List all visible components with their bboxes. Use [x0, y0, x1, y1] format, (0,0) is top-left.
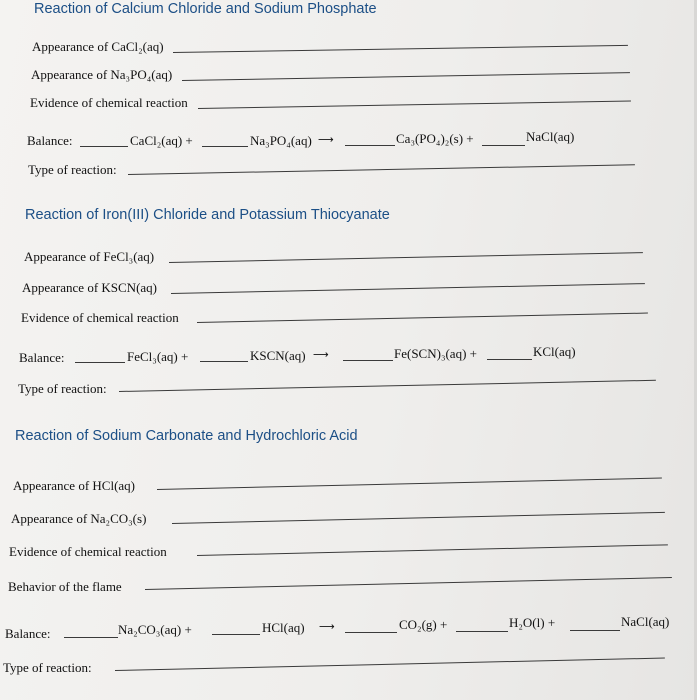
coefficient-blank-fescn3[interactable] — [343, 360, 393, 361]
balance-label-3: Balance: — [5, 626, 51, 641]
behavior-of-flame-line[interactable] — [145, 577, 672, 590]
coefficient-blank-nacl-1[interactable] — [482, 145, 525, 146]
section-title-calcium-chloride: Reaction of Calcium Chloride and Sodium Phosphate — [34, 1, 377, 17]
appearance-hcl-label: Appearance of HCl(aq) — [13, 478, 135, 493]
term-kscn: KSCN(aq) — [250, 348, 306, 363]
appearance-na2co3-label: Appearance of Na₂CO₃(s) — [11, 511, 147, 526]
balance-label-1: Balance: — [27, 133, 73, 148]
term-nacl-2: NaCl(aq) — [621, 614, 670, 629]
evidence-label-2: Evidence of chemical reaction — [21, 310, 179, 325]
coefficient-blank-hcl[interactable] — [212, 634, 260, 635]
term-co2: CO₂(g) + — [399, 617, 448, 632]
appearance-cacl2-label: Appearance of CaCl₂(aq) — [32, 39, 164, 54]
coefficient-blank-co2[interactable] — [345, 632, 397, 633]
coefficient-blank-kscn[interactable] — [200, 361, 248, 362]
type-of-reaction-line-2[interactable] — [119, 380, 656, 392]
coefficient-blank-na2co3[interactable] — [64, 637, 118, 638]
reaction-arrow-icon: ⟶ — [313, 348, 329, 361]
term-na3po4: Na₃PO₄(aq) — [250, 133, 312, 148]
term-na2co3: Na₂CO₃(aq) + — [118, 622, 192, 637]
coefficient-blank-h2o[interactable] — [456, 631, 508, 632]
appearance-fecl3-line[interactable] — [169, 252, 643, 263]
term-ca3po42: Ca₃(PO₄)₂(s) + — [396, 131, 474, 146]
section-title-sodium-carbonate: Reaction of Sodium Carbonate and Hydrochloric Acid — [15, 428, 358, 444]
reaction-arrow-icon: ⟶ — [319, 620, 335, 633]
reaction-arrow-icon: ⟶ — [318, 133, 334, 146]
appearance-fecl3-label: Appearance of FeCl₃(aq) — [24, 249, 155, 264]
appearance-kscn-label: Appearance of KSCN(aq) — [22, 280, 158, 295]
coefficient-blank-ca3po42[interactable] — [345, 145, 395, 146]
type-of-reaction-line-1[interactable] — [128, 164, 635, 175]
coefficient-blank-na3po4[interactable] — [202, 146, 248, 147]
balance-label-2: Balance: — [19, 350, 65, 365]
type-of-reaction-label-3: Type of reaction: — [3, 660, 92, 675]
evidence-line-3[interactable] — [197, 544, 668, 556]
appearance-kscn-line[interactable] — [171, 283, 645, 294]
evidence-line-2[interactable] — [197, 313, 648, 323]
coefficient-blank-cacl2[interactable] — [80, 146, 128, 147]
appearance-na3po4-line[interactable] — [182, 72, 630, 81]
coefficient-blank-fecl3[interactable] — [75, 362, 125, 363]
type-of-reaction-label-1: Type of reaction: — [28, 162, 117, 177]
appearance-na3po4-label: Appearance of Na₃PO₄(aq) — [31, 67, 173, 82]
term-cacl2: CaCl₂(aq) + — [130, 133, 193, 148]
coefficient-blank-kcl[interactable] — [487, 359, 532, 360]
evidence-label-3: Evidence of chemical reaction — [9, 544, 167, 559]
term-kcl: KCl(aq) — [533, 344, 576, 359]
behavior-of-flame-label: Behavior of the flame — [8, 579, 122, 594]
term-fecl3: FeCl₃(aq) + — [127, 349, 189, 364]
evidence-label-1: Evidence of chemical reaction — [30, 95, 188, 110]
type-of-reaction-line-3[interactable] — [115, 658, 665, 671]
type-of-reaction-label-2: Type of reaction: — [18, 381, 107, 396]
appearance-cacl2-line[interactable] — [173, 45, 628, 53]
section-title-iron-chloride: Reaction of Iron(III) Chloride and Potassium Thiocyanate — [25, 207, 390, 223]
coefficient-blank-nacl-2[interactable] — [570, 630, 620, 631]
term-nacl-1: NaCl(aq) — [526, 129, 575, 144]
term-fescn3: Fe(SCN)₃(aq) + — [394, 346, 477, 361]
appearance-hcl-line[interactable] — [157, 478, 662, 490]
appearance-na2co3-line[interactable] — [172, 512, 665, 524]
evidence-line-1[interactable] — [198, 100, 631, 109]
term-hcl: HCl(aq) — [262, 620, 305, 635]
term-h2o: H₂O(l) + — [509, 615, 556, 630]
